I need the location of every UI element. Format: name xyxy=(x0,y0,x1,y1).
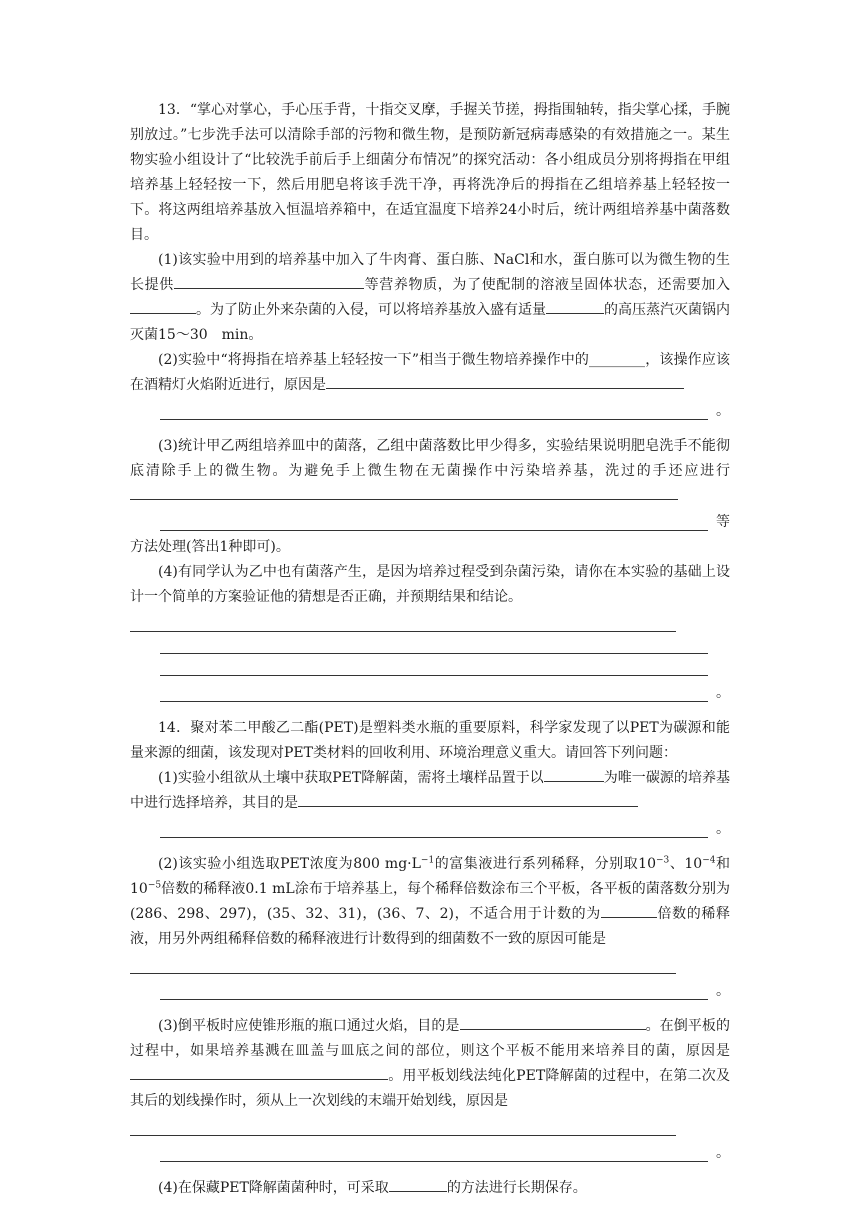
answer-line xyxy=(160,658,708,676)
q14-part4: (4)在保藏PET降解菌菌种时，可采取 的方法进行长期保存。 xyxy=(158,1180,587,1196)
answer-line: 。 xyxy=(130,680,730,706)
q13-stem: 13．“掌心对掌心，手心压手背，十指交叉摩，手握关节搓，拇指围轴转，指尖掌心揉，手腕别放过。”七步洗手法可以清除手部的污物和微生物，是预防新冠病毒感染的有效措施之一。某生物实验小组设计了“比较洗手前后手上细菌分布情况”的探究活动：各小组成员分别将拇指在甲组培养基上轻轻按一下，然后用肥皂将该手洗干净，再将洗净后的拇指在乙组培养基上轻轻按一下。将这两组培养基放入恒温培养箱中，在适宜温度下培养24小时后，统计两组培养基中菌落数目。 xyxy=(130,102,730,243)
q14-part2: (2)该实验小组选取PET浓度为800 $mg\cdot L^{-1}$的富集液进行系列稀释，分别取$10^{-3}$、$10^{-4}$和$10^{-5}$倍数的稀释液0.1 mL涂布于培养基上，每个稀释倍数涂布三个平板，各平板的菌落数分别为(286、298、297)，(35、32、31)，(36、7、2)，不适合用于计数的为 倍数的稀释液，用另外两组稀释倍数的稀释液进行计数得到的细菌数不一致的原因可能是 xyxy=(130,855,731,947)
q13-part1: (1)该实验中用到的培养基中加入了牛肉膏、蛋白胨、NaCl和水，蛋白胨可以为微生物的生长提供 等营养物质，为了使配制的溶液呈固体状态，还需要加入。为了防止外来杂菌的入侵，可以将培养基放入盛有适量 的高压蒸汽灭菌锅内灭菌15～30 min。 xyxy=(130,252,731,343)
q13-part4: (4)有同学认为乙中也有菌落产生，是因为培养过程受到杂菌污染，请你在本实验的基础上设计一个简单的方案验证他的猜想是否正确，并预期结果和结论。 xyxy=(130,564,730,605)
answer-line xyxy=(130,1118,676,1136)
q13-part3: (3)统计甲乙两组培养皿中的菌落，乙组中菌落数比甲少得多，实验结果说明肥皂洗手不能彻底清除手上的微生物。为避免手上微生物在无菌操作中污染培养基，洗过的手还应进行 xyxy=(130,434,730,509)
answer-line: 。 xyxy=(130,816,730,842)
q14-part3: (3)倒平板时应使锥形瓶的瓶口通过火焰，目的是 。在倒平板的过程中，如果培养基溅在皿盖与皿底之间的部位，则这个平板不能用来培养目的菌，原因是。用平板划线法纯化PET降解菌的过程中，在第二次及其后的划线操作时，须从上一次划线的末端开始划线，原因是 xyxy=(130,1018,730,1109)
answer-line: 。 xyxy=(130,1140,730,1166)
answer-line xyxy=(130,956,676,974)
answer-line: 。 xyxy=(130,978,730,1004)
answer-line xyxy=(130,614,676,632)
q14-part1: (1)实验小组欲从土壤中获取PET降解菌，需将土壤样品置于以 为唯一碳源的培养基中进行选择培养，其目的是 xyxy=(130,770,731,811)
answer-line: 等 xyxy=(130,509,730,535)
answer-line xyxy=(160,636,708,654)
q13-part3-tail: 方法处理(答出1种即可)。 xyxy=(130,539,290,555)
q13-part2: (2)实验中“将拇指在培养基上轻轻按一下”相当于微生物培养操作中的________，该操作应该在酒精灯火焰附近进行，原因是 xyxy=(130,352,730,393)
answer-line: 。 xyxy=(130,398,730,424)
q14-stem: 14．聚对苯二甲酸乙二酯(PET)是塑料类水瓶的重要原料，科学家发现了以PET为碳源和能量来源的细菌，该发现对PET类材料的回收利用、环境治理意义重大。请回答下列问题： xyxy=(130,720,730,761)
